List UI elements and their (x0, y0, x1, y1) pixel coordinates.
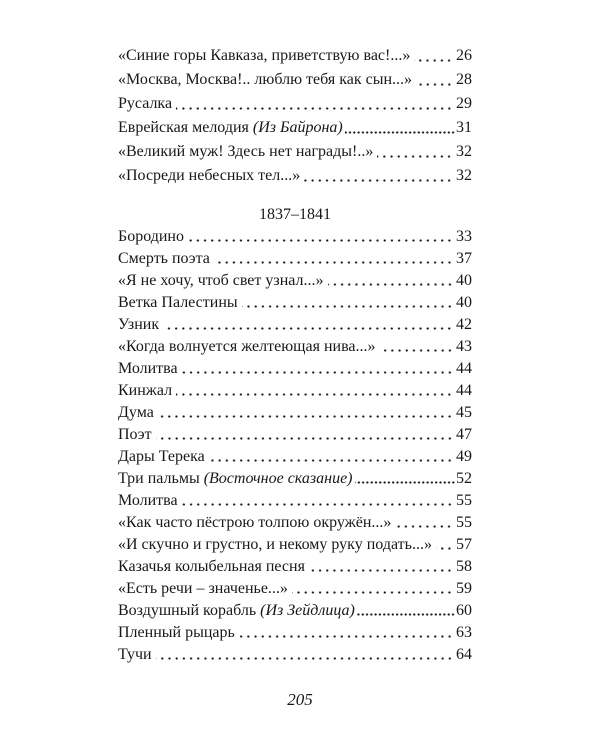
toc-entry (118, 358, 472, 380)
dot-leader (345, 131, 455, 134)
toc-entry (118, 490, 472, 512)
toc-entry-page: 57 (456, 536, 472, 553)
dot-leader (156, 437, 453, 440)
toc-entry-page: 52 (456, 470, 472, 487)
dot-leader (309, 569, 453, 572)
toc-entry-title: Молитва (118, 492, 178, 509)
toc-entry-label (118, 270, 324, 292)
toc-entry-page: 32 (456, 143, 472, 160)
toc-entry (118, 402, 472, 424)
toc-entry (118, 140, 472, 164)
toc-entry (118, 556, 472, 578)
toc-entry-label (118, 164, 300, 188)
toc-entry-label (118, 534, 432, 556)
toc-entry (118, 336, 472, 358)
toc-entry (118, 68, 472, 92)
toc-entry-title: Воздушный корабль (118, 602, 257, 619)
dot-leader (176, 393, 453, 396)
toc-entry-title: Бородино (118, 228, 184, 245)
page-number: 205 (287, 690, 313, 709)
toc-entry-page: 55 (456, 492, 472, 509)
dot-leader (414, 59, 453, 62)
toc-entry-title: Молитва (118, 360, 178, 377)
toc-entry-label (118, 140, 373, 164)
toc-entry-page: 59 (456, 580, 472, 597)
toc-entry-title: «Как часто пёстрою толпою окружён...» (118, 514, 392, 531)
toc-entry-page: 31 (456, 119, 472, 136)
dot-leader (328, 283, 454, 286)
toc-entry-page: 64 (456, 646, 472, 663)
dot-leader (416, 83, 453, 86)
toc-entry (118, 226, 472, 248)
dot-leader (239, 635, 453, 638)
toc-entry (118, 380, 472, 402)
dot-leader (214, 261, 453, 264)
toc-entry-subtitle: (Из Байрона) (252, 119, 343, 136)
toc-entry-page: 40 (456, 272, 472, 289)
toc-entry-title: Три пальмы (118, 470, 200, 487)
toc-entry-label (118, 600, 355, 622)
toc-entry-label (118, 380, 172, 402)
dot-leader (395, 525, 453, 528)
toc-entry-title: Казачья колыбельная песня (118, 558, 305, 575)
toc-entry-title: Еврейская мелодия (118, 119, 249, 136)
toc-entry-page: 29 (456, 95, 472, 112)
toc-entry-page: 63 (456, 624, 472, 641)
dot-leader (182, 503, 453, 506)
dot-leader (163, 327, 453, 330)
dot-leader (158, 415, 453, 418)
toc-entry (118, 44, 472, 68)
dot-leader (377, 155, 453, 158)
toc-entry (118, 248, 472, 270)
toc-entry (118, 270, 472, 292)
toc-entry (118, 468, 472, 490)
toc-entry-label (118, 44, 410, 68)
toc-entry-title: Ветка Палестины (118, 294, 238, 311)
toc-entry-title: Смерть поэта (118, 250, 210, 267)
toc-entry-title: «Есть речи – значенье...» (118, 580, 288, 597)
toc-entry-label (118, 468, 353, 490)
toc-entry (118, 578, 472, 600)
toc-entry-title: Узник (118, 316, 160, 333)
dot-leader (176, 107, 453, 110)
toc-entry-title: Кинжал (118, 382, 173, 399)
toc-entry (118, 292, 472, 314)
dot-leader (355, 481, 456, 484)
dot-leader (436, 547, 453, 550)
toc-entry-title: «Синие горы Кавказа, приветствую вас!...» (118, 47, 411, 64)
toc-entry-page: 33 (456, 228, 472, 245)
toc-entry-page: 42 (456, 316, 472, 333)
toc-entry-label (118, 292, 238, 314)
toc-entry-page: 55 (456, 514, 472, 531)
toc-entry-page: 58 (456, 558, 472, 575)
toc-entry-label (118, 92, 172, 116)
toc-entry-label (118, 490, 178, 512)
toc-entry-label (118, 402, 154, 424)
dot-leader (304, 179, 453, 182)
toc-entry-label (118, 68, 412, 92)
toc-entry-title: Дары Терека (118, 448, 205, 465)
toc-entry-label (118, 446, 205, 468)
toc-entry-label (118, 424, 152, 446)
toc-entry-page: 43 (456, 338, 472, 355)
toc-entry (118, 92, 472, 116)
toc-entry-label (118, 226, 184, 248)
dot-leader (188, 239, 453, 242)
toc-entry-label (118, 314, 159, 336)
dot-leader (242, 305, 453, 308)
toc-entry-page: 32 (456, 167, 472, 184)
dot-leader (380, 349, 453, 352)
dot-leader (209, 459, 453, 462)
toc-entry-page: 26 (456, 47, 472, 64)
toc-entry-label (118, 622, 235, 644)
toc-entry-title: Дума (118, 404, 154, 421)
dot-leader (156, 657, 453, 660)
toc-entry-title: «Великий муж! Здесь нет награды!..» (118, 143, 374, 160)
dot-leader (182, 371, 453, 374)
toc-entry-title: «Я не хочу, чтоб свет узнал...» (118, 272, 324, 289)
toc-entry-label (118, 248, 210, 270)
toc-entry-subtitle: (Из Зейдлица) (260, 602, 355, 619)
toc-entry-page: 47 (456, 426, 472, 443)
toc-entry-page: 44 (456, 382, 472, 399)
toc-entry-title: «Когда волнуется желтеющая нива...» (118, 338, 376, 355)
toc-entry-page: 40 (456, 294, 472, 311)
toc-entry-title: «И скучно и грустно, и некому руку подать...» (118, 536, 432, 553)
toc-entry-label (118, 116, 343, 140)
toc-entry-page: 60 (456, 602, 472, 619)
toc-section (118, 44, 472, 188)
dot-leader (292, 591, 453, 594)
toc-entry-title: Пленный рыцарь (118, 624, 235, 641)
toc-entry-page: 44 (456, 360, 472, 377)
toc-entry (118, 512, 472, 534)
toc-entry-title: «Москва, Москва!.. люблю тебя как сын...» (118, 71, 413, 88)
toc-entry (118, 314, 472, 336)
section-heading: 1837–1841 (259, 206, 331, 223)
toc-entry (118, 424, 472, 446)
toc-entry-title: «Посреди небесных тел...» (118, 167, 301, 184)
toc-entry-page: 49 (456, 448, 472, 465)
toc-entry-label (118, 578, 288, 600)
toc-entry-label (118, 556, 305, 578)
toc-entry-title: Тучи (118, 646, 152, 663)
toc-entry-page: 37 (456, 250, 472, 267)
toc-section (118, 204, 472, 666)
toc-entry (118, 534, 472, 556)
toc-entry (118, 164, 472, 188)
toc-entry (118, 644, 472, 666)
toc-entry-page: 45 (456, 404, 472, 421)
toc-entry (118, 600, 472, 622)
toc-entry-page: 28 (456, 71, 472, 88)
table-of-contents (118, 44, 472, 666)
toc-entry-label (118, 644, 152, 666)
toc-entry-title: Русалка (118, 95, 173, 112)
toc-entry-label (118, 512, 391, 534)
toc-entry-subtitle: (Восточное сказание) (203, 470, 353, 487)
toc-entry-label (118, 336, 376, 358)
toc-entry (118, 622, 472, 644)
toc-entry (118, 446, 472, 468)
dot-leader (357, 613, 455, 616)
toc-entry-title: Поэт (118, 426, 152, 443)
toc-entry (118, 116, 472, 140)
toc-entry-label (118, 358, 178, 380)
